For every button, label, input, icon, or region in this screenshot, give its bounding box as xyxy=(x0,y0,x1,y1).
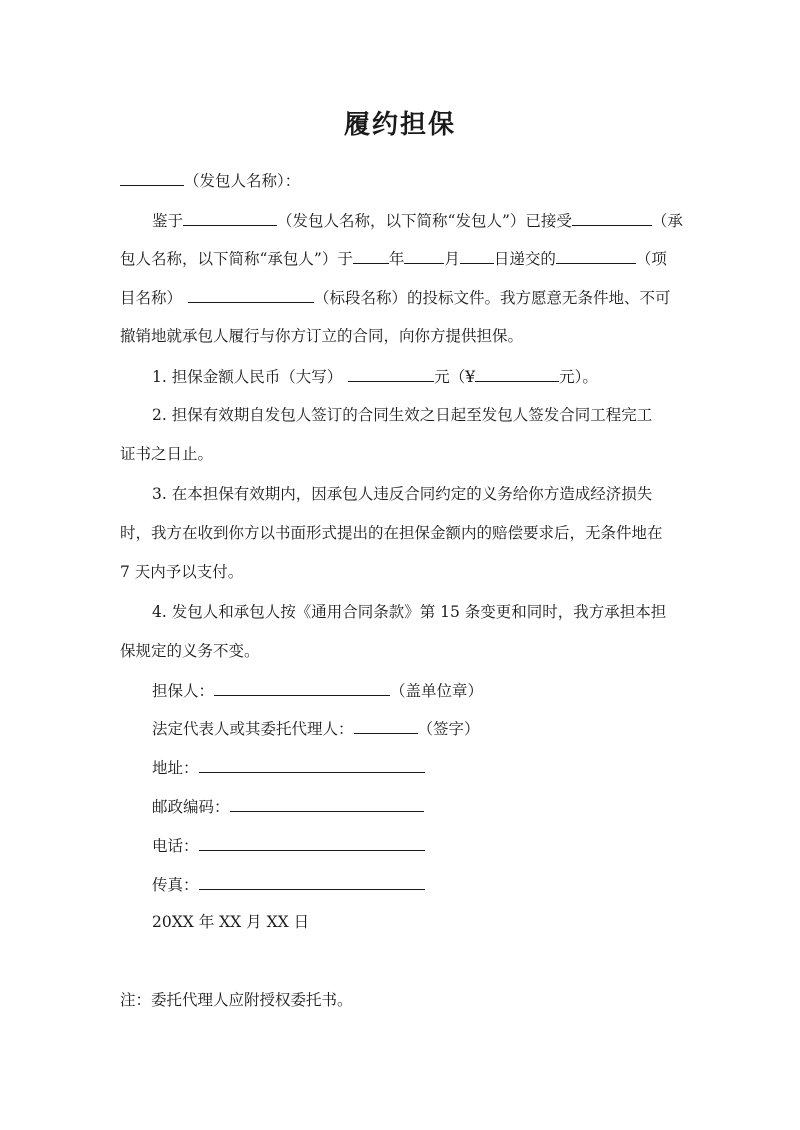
month-blank[interactable] xyxy=(404,248,444,264)
item3-line1: 3. 在本担保有效期内，因承包人违反合同约定的义务给你方造成经济损失 xyxy=(152,485,653,503)
representative-blank[interactable] xyxy=(354,718,418,734)
fax-line xyxy=(152,874,425,895)
para1-text: （项 xyxy=(635,250,667,268)
postcode-blank[interactable] xyxy=(230,796,424,812)
salutation-text: （发包人名称）： xyxy=(184,172,301,190)
address-label: 地址： xyxy=(152,759,199,777)
employer-blank[interactable] xyxy=(183,210,277,226)
contractor-blank[interactable] xyxy=(572,210,652,226)
item2-line1: 2. 担保有效期自发包人签订的合同生效之日起至发包人签发合同工程完工 xyxy=(152,406,653,424)
guarantor-label: 担保人： xyxy=(152,682,215,700)
item4-line1: 4. 发包人和承包人按《通用合同条款》第 15 条变更和同时，我方承担本担 xyxy=(152,603,667,621)
postcode-label: 邮政编码： xyxy=(152,798,230,816)
day-blank[interactable] xyxy=(460,248,494,264)
page-title: 履约担保 xyxy=(343,110,456,140)
item1-text: 元）。 xyxy=(559,368,598,386)
date-line: 20XX 年 XX 月 XX 日 xyxy=(152,913,310,931)
para1-text: 包人名称，以下简称“承包人”）于 xyxy=(120,250,353,268)
phone-label: 电话： xyxy=(152,837,199,855)
para1-text: 月 xyxy=(444,250,460,268)
representative-note: （签字） xyxy=(417,720,480,738)
section-blank[interactable] xyxy=(188,287,314,303)
item3-line3: 7 天内予以支付。 xyxy=(120,563,244,581)
fax-blank[interactable] xyxy=(199,874,425,890)
guarantor-line xyxy=(152,680,483,701)
para1-line3 xyxy=(120,287,671,308)
item1-text: 1. 担保金额人民币（大写） xyxy=(152,368,343,386)
para1-text: 日递交的 xyxy=(493,250,556,268)
phone-blank[interactable] xyxy=(199,835,425,851)
project-blank[interactable] xyxy=(556,248,636,264)
item1-text: 元（¥ xyxy=(434,368,476,386)
para1-text: （标段名称）的投标文件。我方愿意无条件地、不可 xyxy=(314,289,671,307)
para1-text: 目名称） xyxy=(120,289,183,307)
para1-line4: 撤销地就承包人履行与你方订立的合同，向你方提供担保。 xyxy=(120,327,524,345)
item1-line xyxy=(152,366,598,387)
para1-text: （承 xyxy=(651,212,683,230)
representative-label: 法定代表人或其委托代理人： xyxy=(152,720,354,738)
employer-name-blank[interactable] xyxy=(120,170,184,186)
address-blank[interactable] xyxy=(199,757,425,773)
para1-text: 鉴于 xyxy=(152,212,184,230)
para1-line2 xyxy=(120,248,667,269)
para1-text: 年 xyxy=(388,250,405,268)
footnote: 注：委托代理人应附授权委托书。 xyxy=(120,991,353,1009)
para1-text: （发包人名称，以下简称“发包人”）已接受 xyxy=(277,212,572,230)
guarantor-note: （盖单位章） xyxy=(390,682,484,700)
fax-label: 传真： xyxy=(152,876,199,894)
phone-line xyxy=(152,835,425,856)
para1-line1 xyxy=(152,210,683,231)
amount-words-blank[interactable] xyxy=(348,366,434,382)
year-blank[interactable] xyxy=(353,248,389,264)
representative-line xyxy=(152,718,480,739)
address-line xyxy=(152,757,425,778)
item2-line2: 证书之日止。 xyxy=(120,445,214,463)
item3-line2: 时，我方在收到你方以书面形式提出的在担保金额内的赔偿要求后，无条件地在 xyxy=(120,524,663,542)
guarantor-blank[interactable] xyxy=(214,680,390,696)
salutation-line xyxy=(120,170,300,191)
postcode-line xyxy=(152,796,424,817)
item4-line2: 保规定的义务不变。 xyxy=(120,642,260,660)
amount-figure-blank[interactable] xyxy=(475,366,559,382)
